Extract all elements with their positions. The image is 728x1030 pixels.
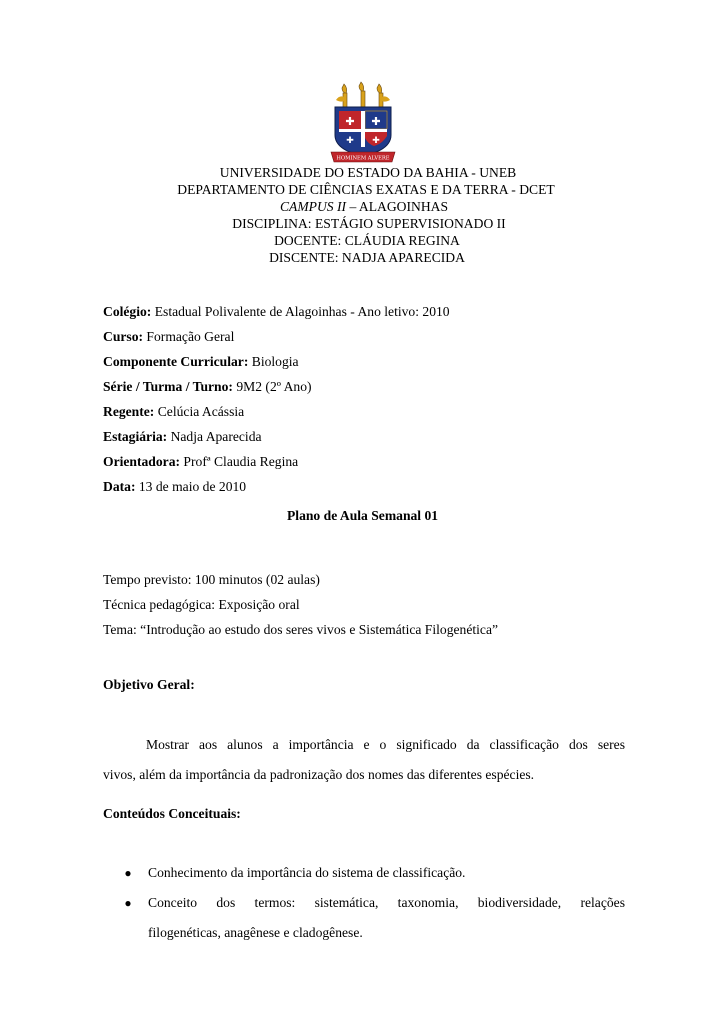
lesson-meta [103, 570, 498, 645]
info-label: Componente Curricular: [103, 354, 249, 369]
tempo-previsto: Tempo previsto: 100 minutos (02 aulas) [103, 572, 320, 587]
info-row-orientadora [103, 452, 450, 477]
tema: Tema: “Introdução ao estudo dos seres vivos e Sistemática Filogenética” [103, 622, 499, 637]
list-item-text: Conhecimento da importância do sistema de classificação. [148, 865, 466, 880]
university-name: UNIVERSIDADE DO ESTADO DA BAHIA - UNEB [219, 165, 517, 180]
info-row-data [103, 477, 450, 502]
lesson-plan-title: Plano de Aula Semanal 01 [287, 508, 439, 523]
objetivo-line: Mostrar aos alunos a importância e o significado da classificação dos seres [146, 737, 625, 752]
svg-text:✚: ✚ [371, 115, 381, 128]
list-item-text: Conceito dos termos: sistemática, taxonomia, biodiversidade, relações [148, 895, 625, 910]
info-value: Profª Claudia Regina [180, 454, 299, 469]
bullet-icon: ● [124, 866, 132, 880]
svg-text:✚: ✚ [372, 136, 380, 146]
list-item [103, 858, 625, 888]
tecnica-pedagogica: Técnica pedagógica: Exposição oral [103, 597, 300, 612]
student-line: DISCENTE: NADJA APARECIDA [269, 250, 465, 266]
info-label: Estagiária: [103, 429, 168, 444]
campus-label: CAMPUS II [279, 199, 347, 215]
campus-city: – ALAGOINHAS [346, 199, 449, 215]
info-value: Celúcia Acássia [154, 404, 245, 419]
department-name: DEPARTAMENTO DE CIÊNCIAS EXATAS E DA TERRA - DCET [177, 182, 555, 198]
info-label: Série / Turma / Turno: [103, 379, 233, 394]
conteudos-list [103, 858, 625, 948]
info-label: Colégio: [103, 304, 152, 319]
info-row-colegio [103, 302, 450, 327]
objetivo-line: vivos, além da importância da padronização dos nomes das diferentes espécies. [103, 767, 535, 782]
teacher-line: DOCENTE: CLÁUDIA REGINA [274, 233, 460, 249]
info-row-estagiaria [103, 427, 450, 452]
list-item-text: filogenéticas, anagênese e cladogênese. [148, 925, 363, 940]
info-label: Curso: [103, 329, 144, 344]
objetivo-paragraph [103, 730, 625, 790]
info-value: Estadual Polivalente de Alagoinhas - Ano letivo: 2010 [151, 304, 450, 319]
info-row-componente [103, 352, 450, 377]
list-item [103, 888, 625, 948]
campus-line [0, 198, 728, 215]
info-value: Biologia [248, 354, 299, 369]
info-value: 9M2 (2º Ano) [232, 379, 312, 394]
uneb-logo [330, 80, 396, 166]
ribbon-icon [331, 152, 395, 162]
info-value: Nadja Aparecida [167, 429, 262, 444]
torch-icon [336, 82, 390, 107]
logo-motto: HOMINEM ALVERE [336, 155, 390, 162]
info-value: 13 de maio de 2010 [135, 479, 247, 494]
objetivo-title: Objetivo Geral: [103, 677, 195, 692]
institution-header [0, 164, 728, 267]
discipline-line: DISCIPLINA: ESTÁGIO SUPERVISIONADO II [232, 216, 506, 232]
info-label: Regente: [103, 404, 155, 419]
info-row-regente [103, 402, 450, 427]
bullet-icon: ● [124, 896, 132, 910]
info-row-serie [103, 377, 450, 402]
info-value: Formação Geral [143, 329, 235, 344]
course-info [103, 302, 450, 502]
info-label: Orientadora: [103, 454, 181, 469]
info-label: Data: [103, 479, 136, 494]
svg-text:✚: ✚ [346, 136, 354, 146]
svg-text:✚: ✚ [345, 115, 355, 128]
shield-icon [335, 107, 391, 156]
conteudos-title: Conteúdos Conceituais: [103, 806, 241, 821]
info-row-curso [103, 327, 450, 352]
